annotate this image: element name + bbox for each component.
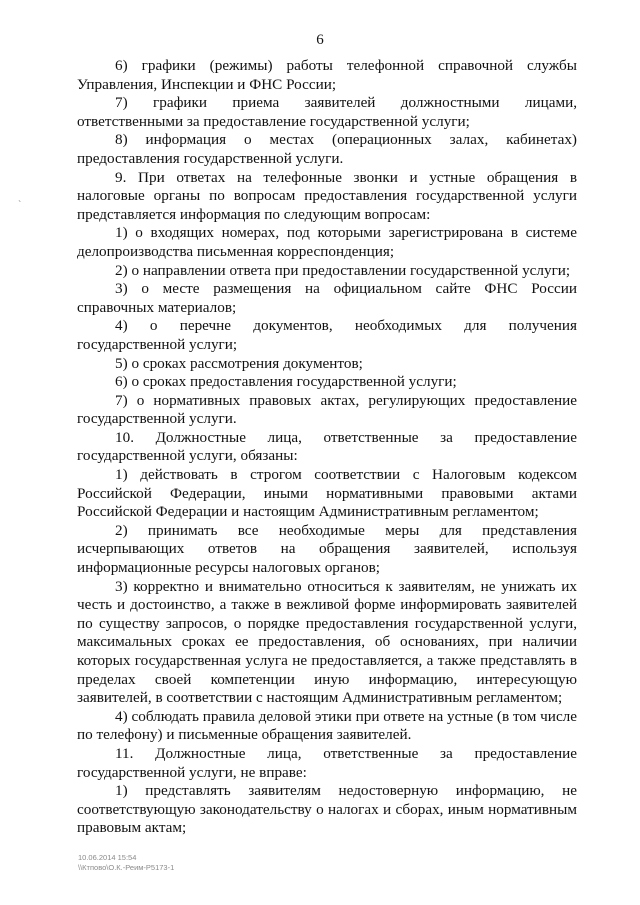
paragraph: 4) соблюдать правила деловой этики при ответе на устные (в том числе по телефону) и письменные обращения заявителей. (77, 707, 577, 744)
paragraph: 11. Должностные лица, ответственные за предоставление государственной услуги, не вправе: (77, 744, 577, 781)
paragraph: 3) корректно и внимательно относиться к заявителям, не унижать их честь и достоинство, а также в вежливой форме информировать заявителей по существу запросов, о порядке предоставления государственной услуги, максимальных сроках ее предоставления, об основаниях, при наличии которых государственная услуга не предоставляется, а также представлять в пределах своей компетенции иную информацию, интересующую заявителей, в соответствии с настоящим Административным регламентом; (77, 577, 577, 707)
margin-mark: ` (18, 200, 22, 211)
paragraph: 5) о сроках рассмотрения документов; (115, 354, 363, 372)
page-number: 6 (316, 32, 324, 48)
footer-file-path: \\Ктпово\О.К.-Реим-Р5173-1 (78, 863, 175, 872)
paragraph: 1) о входящих номерах, под которыми зарегистрирована в системе делопроизводства письменная корреспонденция; (77, 224, 577, 260)
paragraph: 6) графики (режимы) работы телефонной справочной службы Управления, Инспекции и ФНС России; (77, 57, 577, 93)
paragraph: 10. Должностные лица, ответственные за предоставление государственной услуги, обязаны: (77, 428, 577, 465)
paragraph: 7) графики приема заявителей должностными лицами, ответственными за предоставление государственной услуги; (77, 94, 577, 130)
paragraph: 8) информация о местах (операционных залах, кабинетах) предоставления государственной услуги. (77, 131, 577, 167)
paragraph: 1) действовать в строгом соответствии с Налоговым кодексом Российской Федерации, иными нормативными правовыми актами Российской Федерации и настоящим Административным регламентом; (77, 466, 577, 521)
paragraph: 1) представлять заявителям недостоверную информацию, не соответствующую законодательству о налогах и сборах, иным нормативным правовым актам; (77, 782, 577, 837)
paragraph: 7) о нормативных правовых актах, регулирующих предоставление государственной услуги. (77, 391, 577, 428)
paragraph: 9. При ответах на телефонные звонки и устные обращения в налоговые органы по вопросам предоставления государственной услуги представляется информация по следующим вопросам: (77, 168, 577, 223)
paragraph: 3) о месте размещения на официальном сайте ФНС России справочных материалов; (77, 280, 577, 316)
print-footer (78, 853, 174, 873)
paragraph: 2) принимать все необходимые меры для представления исчерпывающих ответов на обращения заявителей, используя информационные ресурсы налоговых органов; (77, 521, 577, 577)
document-body (77, 57, 577, 838)
footer-timestamp: 10.06.2014 15:54 (78, 853, 137, 862)
paragraph: 2) о направлении ответа при предоставлении государственной услуги; (115, 261, 571, 279)
paragraph: 4) о перечне документов, необходимых для получения государственной услуги; (77, 317, 577, 353)
paragraph: 6) о сроках предоставления государственной услуги; (115, 373, 457, 391)
